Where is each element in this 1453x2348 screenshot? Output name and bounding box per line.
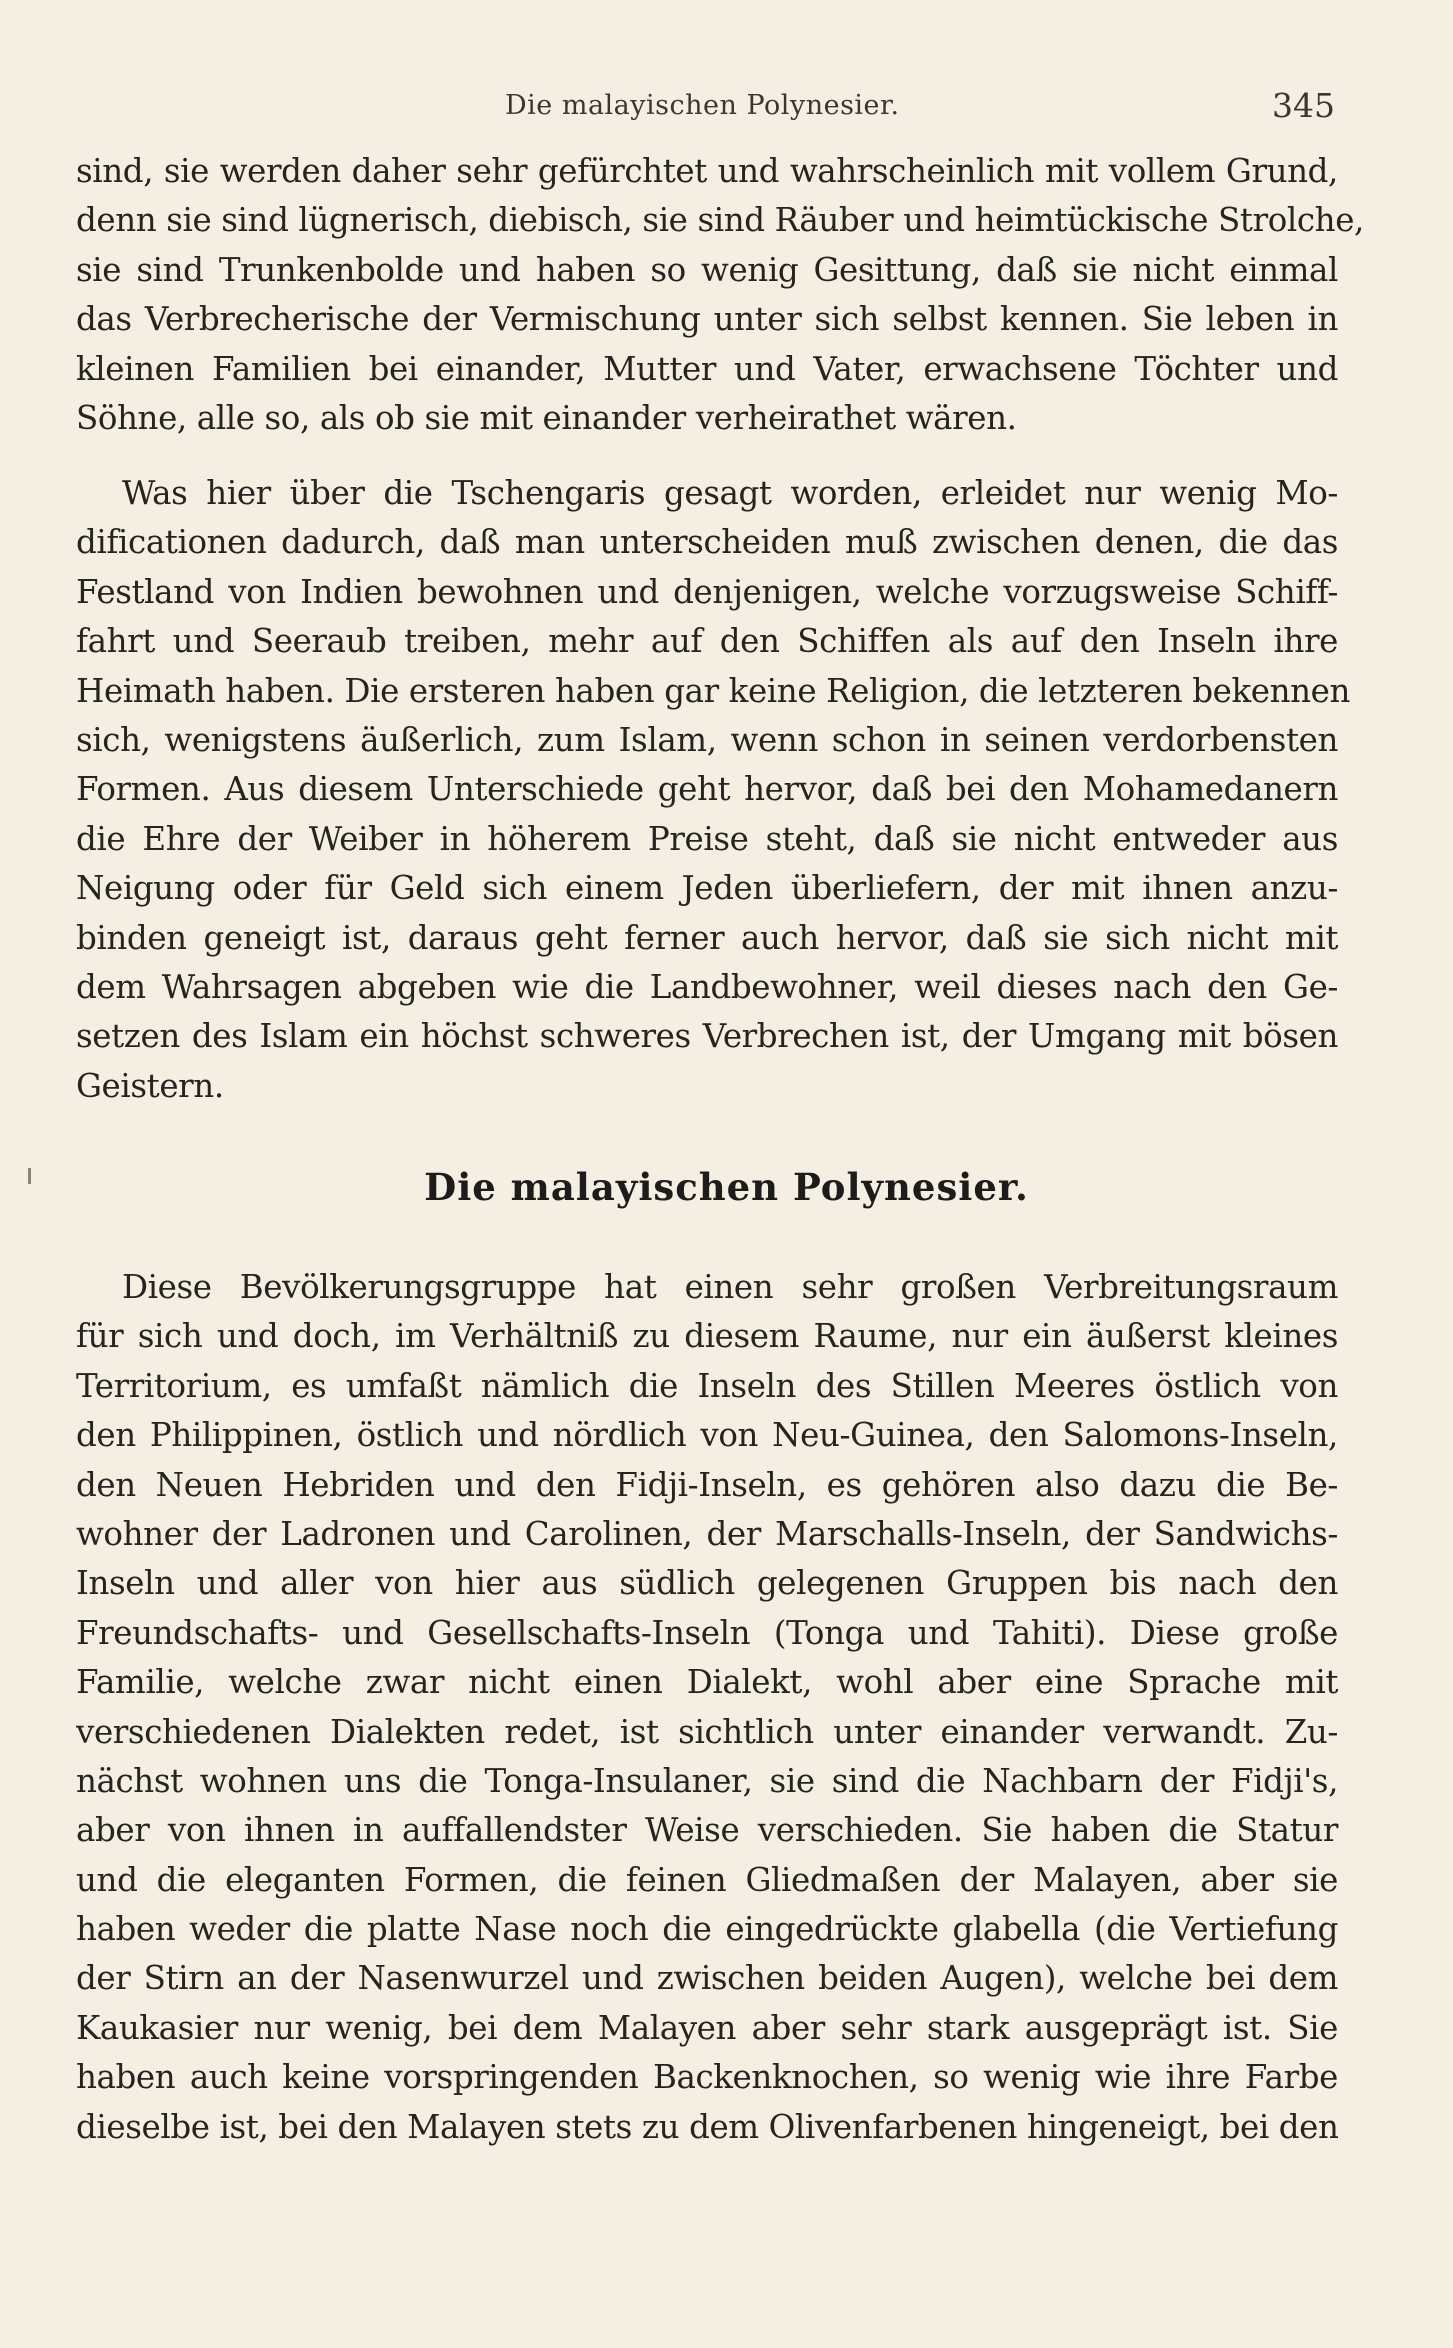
text-line: Neigung oder für Geld sich einem Jeden überliefern, der mit ihnen anzu- (76, 869, 1338, 908)
paragraph-continued (76, 147, 1364, 443)
text-line: den Philippinen, östlich und nördlich von Neu-Guinea, den Salomons-Inseln, (76, 1416, 1338, 1455)
text-line: nächst wohnen uns die Tonga-Insulaner, sie sind die Nachbarn der Fidji's, (76, 1761, 1338, 1800)
paragraph-polynesier (76, 1263, 1338, 2152)
text-line: haben weder die platte Nase noch die eingedrückte glabella (die Vertiefung (76, 1910, 1338, 1949)
text-line: sie sind Trunkenbolde und haben so wenig Gesittung, daß sie nicht einmal (76, 250, 1338, 289)
text-line: das Verbrecherische der Vermischung unter sich selbst kennen. Sie leben in (76, 300, 1338, 339)
text-line: und die eleganten Formen, die feinen Gliedmaßen der Malayen, aber sie (76, 1860, 1338, 1899)
text-line: dieselbe ist, bei den Malayen stets zu dem Olivenfarbenen hingeneigt, bei den (76, 2107, 1339, 2146)
text-line: dificationen dadurch, daß man unterscheiden muß zwischen denen, die das (76, 523, 1338, 562)
text-line: kleinen Familien bei einander, Mutter und Vater, erwachsene Töchter und (76, 349, 1338, 388)
section-heading: Die malayischen Polynesier. (424, 1165, 1029, 1209)
text-line: sich, wenigstens äußerlich, zum Islam, wenn schon in seinen verdorbensten (76, 720, 1338, 759)
text-line: Inseln und aller von hier aus südlich gelegenen Gruppen bis nach den (76, 1564, 1338, 1603)
text-line: Geistern. (76, 1066, 224, 1105)
text-line: dem Wahrsagen abgeben wie die Landbewohner, weil dieses nach den Ge- (76, 967, 1338, 1006)
text-line: den Neuen Hebriden und den Fidji-Inseln, es gehören also dazu die Be- (76, 1465, 1338, 1504)
text-line: Territorium, es umfaßt nämlich die Inseln des Stillen Meeres östlich von (76, 1366, 1338, 1405)
text-line: aber von ihnen in auffallendster Weise verschieden. Sie haben die Statur (76, 1811, 1338, 1850)
page-number: 345 (1272, 86, 1335, 125)
text-line: Diese Bevölkerungsgruppe hat einen sehr großen Verbreitungsraum (122, 1268, 1338, 1306)
text-line: Heimath haben. Die ersteren haben gar keine Religion, die letzteren bekennen (76, 671, 1351, 710)
text-line: wohner der Ladronen und Carolinen, der Marschalls-Inseln, der Sandwichs- (76, 1514, 1338, 1553)
text-line: haben auch keine vorspringenden Backenknochen, so wenig wie ihre Farbe (76, 2058, 1338, 2097)
text-line: setzen des Islam ein höchst schweres Verbrechen ist, der Umgang mit bösen (76, 1017, 1338, 1056)
text-line: der Stirn an der Nasenwurzel und zwischen beiden Augen), welche bei dem (76, 1959, 1338, 1998)
text-line: denn sie sind lügnerisch, diebisch, sie sind Räuber und heimtückische Strolche, (76, 201, 1364, 240)
running-head: Die malayischen Polynesier. (505, 90, 900, 121)
text-line: Formen. Aus diesem Unterschiede geht hervor, daß bei den Mohamedanern (76, 770, 1338, 809)
text-line: verschiedenen Dialekten redet, ist sichtlich unter einander verwandt. Zu- (76, 1712, 1338, 1751)
text-line: für sich und doch, im Verhältniß zu diesem Raume, nur ein äußerst kleines (76, 1317, 1338, 1356)
text-line: binden geneigt ist, daraus geht ferner auch hervor, daß sie sich nicht mit (76, 918, 1338, 957)
text-line: Familie, welche zwar nicht einen Dialekt, wohl aber eine Sprache mit (76, 1663, 1338, 1702)
text-line: sind, sie werden daher sehr gefürchtet und wahrscheinlich mit vollem Grund, (76, 152, 1338, 190)
text-line: Kaukasier nur wenig, bei dem Malayen aber sehr stark ausgeprägt ist. Sie (76, 2008, 1338, 2047)
text-line: Festland von Indien bewohnen und denjenigen, welche vorzugsweise Schiff- (76, 572, 1338, 611)
text-line: Freundschafts- und Gesellschafts-Inseln (Tonga und Tahiti). Diese große (76, 1613, 1338, 1652)
text-line: Was hier über die Tschengaris gesagt worden, erleidet nur wenig Mo- (122, 474, 1338, 512)
text-line: Söhne, alle so, als ob sie mit einander verheirathet wären. (76, 398, 1017, 437)
paragraph-tschengaris (76, 469, 1351, 1111)
text-line: die Ehre der Weiber in höherem Preise steht, daß sie nicht entweder aus (76, 819, 1338, 858)
text-line: fahrt und Seeraub treiben, mehr auf den Schiffen als auf den Inseln ihre (76, 622, 1338, 661)
